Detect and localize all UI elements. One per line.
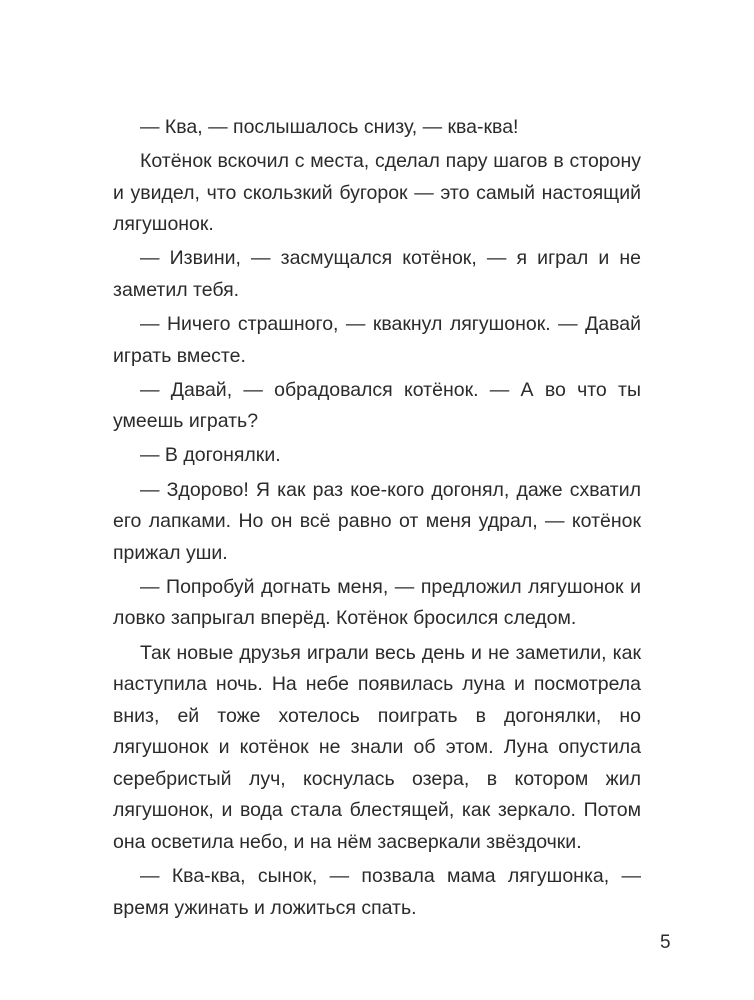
paragraph-9: Так новые друзья играли весь день и не заметили, как наступила ночь. На небе появилась луна и посмотрела вниз, ей тоже хотелось поиграть в догонялки, но лягушонок и котёнок не знали об этом. Луна опустила серебристый луч, коснулась озера, в котором жил лягушонок, и вода стала блестящей, как зеркало. Потом она осветила небо, и на нём засверкали звёздочки.	[113, 641, 641, 854]
paragraph-3: — Извини, — засмущался котёнок, — я играл и не заметил тебя.	[113, 247, 641, 301]
paragraph-5: — Давай, — обрадовался котёнок. — А во что ты умеешь играть?	[113, 378, 641, 433]
paragraph-7: — Здорово! Я как раз кое-кого догонял, даже схватил его лапками. Но он всё равно от меня удрал, — котёнок прижал уши.	[113, 478, 641, 564]
paragraph-8: — Попробуй догнать меня, — предложил лягушонок и ловко запрыгал вперёд. Котёнок бросился следом.	[113, 575, 641, 630]
story-text	[113, 112, 641, 927]
paragraph-1: — Ква, — послышалось снизу, — ква-ква!	[140, 116, 519, 138]
paragraph-2: Котёнок вскочил с места, сделал пару шагов в сторону и увидел, что скользкий бугорок — это самый настоящий лягушонок.	[113, 150, 641, 236]
paragraph-4: — Ничего страшного, — квакнул лягушонок. — Давай играть вместе.	[113, 313, 641, 367]
paragraph-6: — В догонялки.	[140, 444, 281, 467]
paragraph-10: — Ква-ква, сынок, — позвала мама лягушонка, — время ужинать и ложиться спать.	[113, 865, 641, 919]
page-number: 5	[660, 932, 671, 953]
